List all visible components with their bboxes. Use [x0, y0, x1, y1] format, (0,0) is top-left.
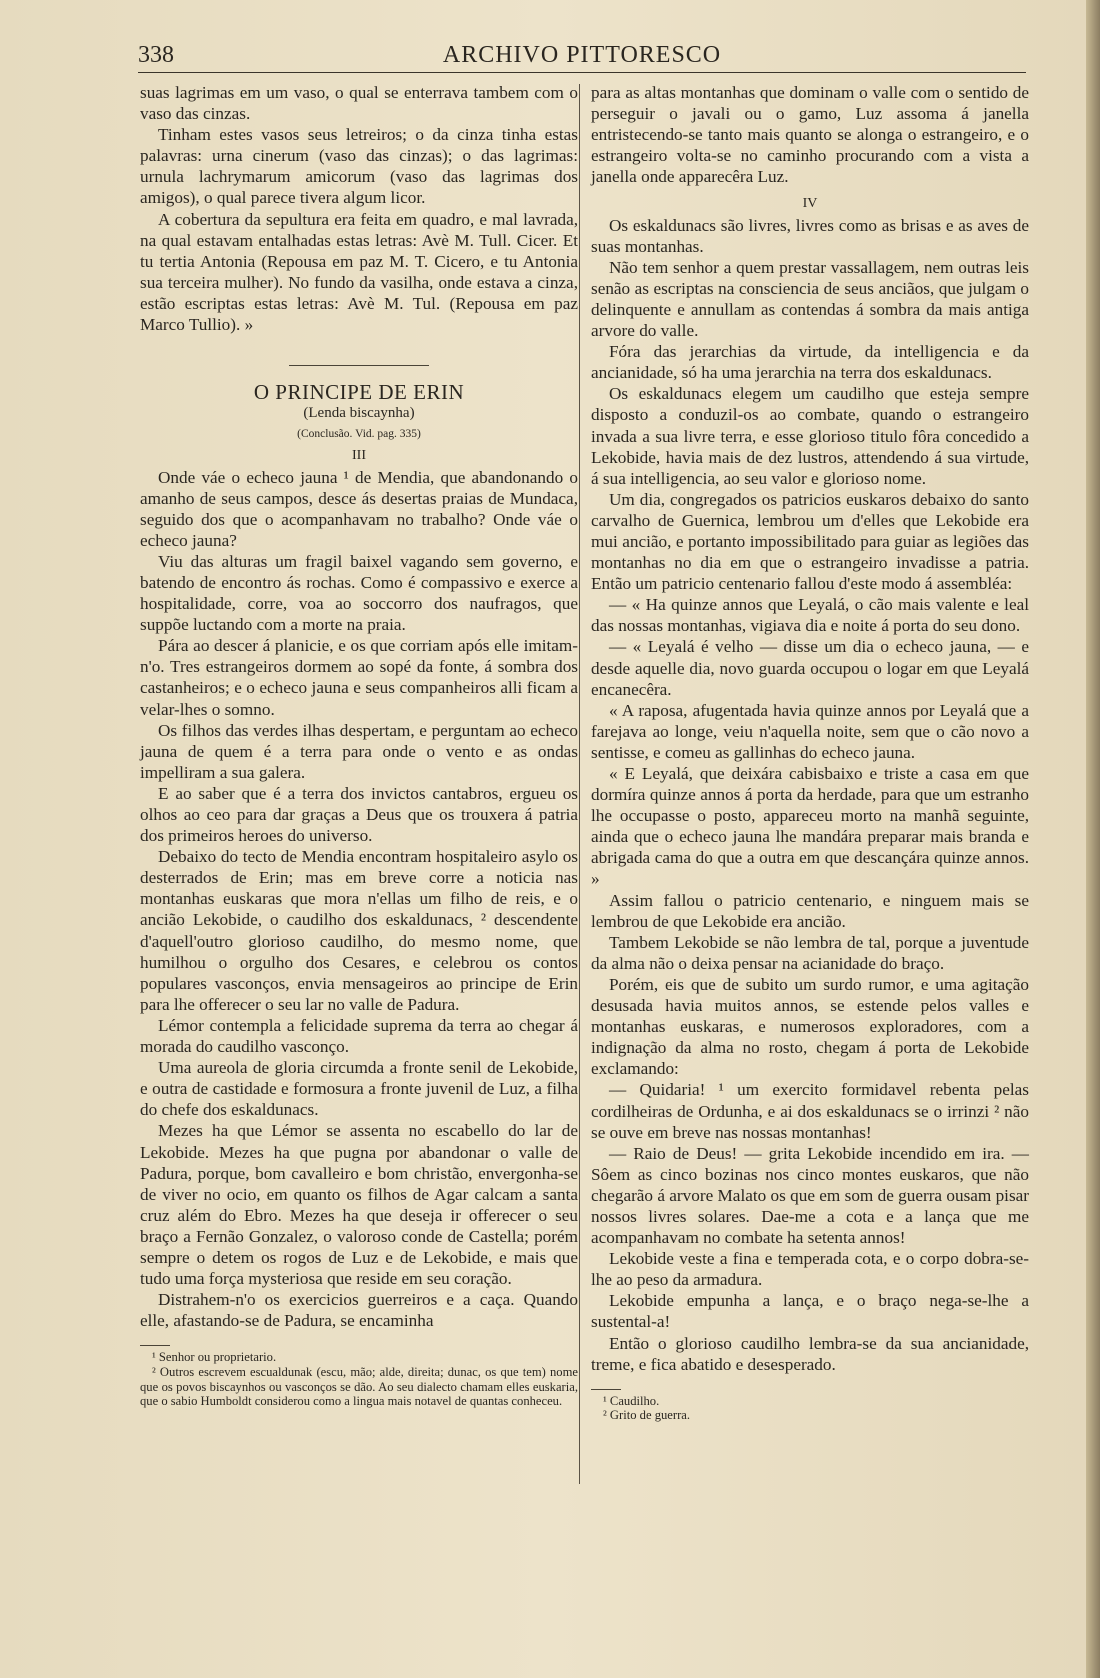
article-subtitle: (Lenda biscaynha) [303, 405, 415, 422]
paragraph: A cobertura da sepultura era feita em quadro, e mal lavrada, na qual estavam entalhadas estas letras: Avè M. Tull. Cicer. Et tu tertia Antonia (Repousa em paz M. T. Cicero, e tu Antonia sua terceira mulher). No fundo da vasilha, onde estava a cinza, estão escriptas estas letras: Avè M. Tul. (Repousa em paz Marco Tullio). » [140, 209, 578, 335]
running-title: ARCHIVO PITTORESCO [442, 42, 722, 68]
page-edge [1086, 0, 1100, 1678]
continuation-note: (Conclusão. Vid. pag. 335) [297, 428, 421, 441]
page-header [138, 38, 1026, 73]
paragraph: Os eskaldunacs são livres, livres como as brisas e as aves de suas montanhas. [591, 215, 1029, 256]
paragraph: Os eskaldunacs elegem um caudilho que esteja sempre disposto a conduzil-os ao combate, quando o estrangeiro invada a sua livre terra, e esse glorioso titulo fôra concedido a Lekobide, havia mais de dez lustros, attendendo á sua virtude, á sua intelligencia, ao seu valor e glorioso nome. [591, 384, 1029, 488]
right-column [591, 82, 1029, 1662]
paragraph: suas lagrimas em um vaso, o qual se enterrava tambem com o vaso das cinzas. [140, 83, 578, 124]
footnote-rule [140, 1345, 170, 1346]
paragraph: Viu das alturas um fragil baixel vagando sem governo, e batendo de encontro ás rochas. Como é compassivo e exerce a hospitalidade, corre, voa ao soccorro dos naufragos, que suppõe luctando com a morte na praia. [140, 551, 578, 635]
section-heading: III [352, 448, 366, 464]
footnotes [140, 1350, 578, 1408]
paragraph: Uma aureola de gloria circumda a fronte senil de Lekobide, e outra de castidade e formosura a fronte juvenil de Luz, a filha do chefe dos eskaldunacs. [140, 1058, 578, 1120]
paragraph: Não tem senhor a quem prestar vassallagem, nem outras leis senão as escriptas na consciencia de seus anciãos, que julgam o delinquente e annullam as contendas á sombra da mais antiga arvore do valle. [591, 257, 1029, 341]
paragraph: « A raposa, afugentada havia quinze annos por Leyalá que a farejava ao longe, veiu n'aquella noite, sem que o cão novo a sentisse, e comeu as gallinhas do echeco jauna. [591, 700, 1029, 762]
paragraph: E ao saber que é a terra dos invictos cantabros, ergueu os olhos ao ceo para dar graças a Deus que os trouxera á patria dos primeiros heroes do universo. [140, 783, 578, 846]
paragraph: Um dia, congregados os patricios euskaros debaixo do santo carvalho de Guernica, lembrou um d'elles que Lekobide era mui ancião, e portanto impossibilitado para guiar as legiões das montanhas no dia em que o estrangeiro invadisse a patria. Então um patricio centenario fallou d'este modo á assembléa: [591, 489, 1029, 594]
paragraph: Mezes ha que Lémor se assenta no escabello do lar de Lekobide. Mezes ha que pugna por abandonar o valle de Padura, porque, bom cavalleiro e bom christão, envergonha-se de viver no ocio, em quanto os filhos de Agar calcam a santa cruz além do Ebro. Mezes ha que deseja ir offerecer o seu braço a Fernão Gonzalez, o valoroso conde de Castella; porém sempre o detem os rogos de Luz e de Lekobide, e mais que tudo uma força mysteriosa que reside em seu coração. [140, 1121, 578, 1289]
footnote: ² Grito de guerra. [603, 1408, 691, 1423]
footnote: ² Outros escrevem escualdunak (escu, mão; alde, direita; dunac, os que tem) nome que os povos biscaynhos ou vasconços se dão. Ao seu dialecto chamam elles euskaria, que o sabio Humboldt considerou como a lingua mais notavel de quantas conheceu. [140, 1364, 578, 1409]
paragraph: — Raio de Deus! — grita Lekobide incendido em ira. — Sôem as cinco bozinas nos cinco montes euskaros, que não chegarão á arvore Malato os que em som de guerra ousam pisar nossos livres solares. Dae-me a cota e a lança que me acompanhavam no combate ha setenta annos! [591, 1143, 1029, 1248]
paragraph: « E Leyalá, que deixára cabisbaixo e triste a casa em que dormíra quinze annos á porta da herdade, para que um estranho lhe occupasse o posto, appareceu morto na manhã seguinte, ainda que o echeco jauna lhe mandára preparar mais branda e abrigada cama do que a outra em que descançára quinze annos. » [591, 764, 1029, 889]
left-column [140, 82, 578, 1662]
footnote: ¹ Senhor ou proprietario. [152, 1350, 277, 1365]
footnotes [591, 1394, 1029, 1423]
paragraph: — « Ha quinze annos que Leyalá, o cão mais valente e leal das nossas montanhas, vigiava dia e noite á porta do seu dono. [591, 595, 1029, 636]
section-heading: IV [802, 196, 818, 212]
footnote: ¹ Caudilho. [603, 1393, 660, 1408]
paragraph: Lémor contempla a felicidade suprema da terra ao chegar á morada do caudilho vasconço. [140, 1015, 578, 1057]
paragraph: Tambem Lekobide se não lembra de tal, porque a juventude da alma não o deixa pensar na acianidade do braço. [591, 932, 1029, 973]
paragraph: Distrahem-n'o os exercicios guerreiros e a caça. Quando elle, afastando-se de Padura, se encaminha [140, 1290, 578, 1331]
page-number: 338 [138, 42, 174, 68]
paragraph: para as altas montanhas que dominam o valle com o sentido de perseguir o javali ou o gamo, Luz assoma á janella entristecendo-se tanto mais quanto se alonga o estrangeiro, e o estrangeiro volta-se no caminho procurando com a vista a janella onde apparecêra Luz. [591, 83, 1029, 187]
paragraph: Os filhos das verdes ilhas despertam, e perguntam ao echeco jauna de quem é a terra para onde o vento e as ondas impelliram a sua galera. [140, 720, 578, 782]
article-title: O PRINCIPE DE ERIN [253, 380, 465, 405]
paragraph: Assim fallou o patricio centenario, e ninguem mais se lembrou de que Lekobide era ancião. [591, 890, 1029, 931]
paragraph: — « Leyalá é velho — disse um dia o echeco jauna, — e desde aquelle dia, novo guarda occupou o logar em que Leyalá encanecêra. [591, 637, 1029, 699]
paragraph: Lekobide empunha a lança, e o braço nega-se-lhe a sustental-a! [591, 1291, 1029, 1332]
column-rule [579, 84, 580, 1484]
paragraph: Porém, eis que de subito um surdo rumor, e uma agitação desusada havia muitos annos, se estende pelos valles e montanhas euskaras, e numerosos exploradores, com a indignação da alma no rosto, chegam á porta de Lekobide exclamando: [591, 974, 1029, 1079]
footnote-rule [591, 1389, 621, 1390]
paragraph: — Quidaria! ¹ um exercito formidavel rebenta pelas cordilheiras de Ordunha, e ai dos eskaldunacs se o irrinzi ² não se ouve em breve nas nossas montanhas! [591, 1080, 1029, 1142]
separator-rule [289, 365, 429, 366]
paragraph: Pára ao descer á planicie, e os que corriam após elle imitam-n'o. Tres estrangeiros dormem ao sopé da fonte, á sombra dos castanheiros; e o echeco jauna e seus companheiros alli ficam a velar-lhes o somno. [140, 636, 578, 719]
paragraph: Debaixo do tecto de Mendia encontram hospitaleiro asylo os desterrados de Erin; mas em breve corre a noticia nas montanhas euskaras que mora n'ellas um filho de reis, e o ancião Lekobide, o caudilho dos eskaldunacs, ² descendente d'aquell'outro glorioso caudilho, do mesmo nome, que humilhou o orgulho dos Cesares, e celebrou os contos populares vasconços, envia mensageiros ao principe de Erin para lhe offerecer o seu lar no valle de Padura. [140, 847, 578, 1014]
paragraph: Onde váe o echeco jauna ¹ de Mendia, que abandonando o amanho de seus campos, desce ás desertas praias de Mundaca, seguido dos que o acompanhavam no trabalho? Onde váe o echeco jauna? [140, 467, 578, 550]
paragraph: Lekobide veste a fina e temperada cota, e o corpo dobra-se-lhe ao peso da armadura. [591, 1249, 1029, 1290]
paragraph: Tinham estes vasos seus letreiros; o da cinza tinha estas palavras: urna cinerum (vaso das cinzas); o das lagrimas: urnula lachrymarum amicorum (vaso das lagrimas dos amigos), o qual parece tivera algum licor. [140, 125, 578, 208]
paragraph: Então o glorioso caudilho lembra-se da sua ancianidade, treme, e fica abatido e desesperado. [591, 1333, 1029, 1374]
paragraph: Fóra das jerarchias da virtude, da intelligencia e da ancianidade, só ha uma jerarchia na terra dos eskaldunacs. [591, 342, 1029, 383]
